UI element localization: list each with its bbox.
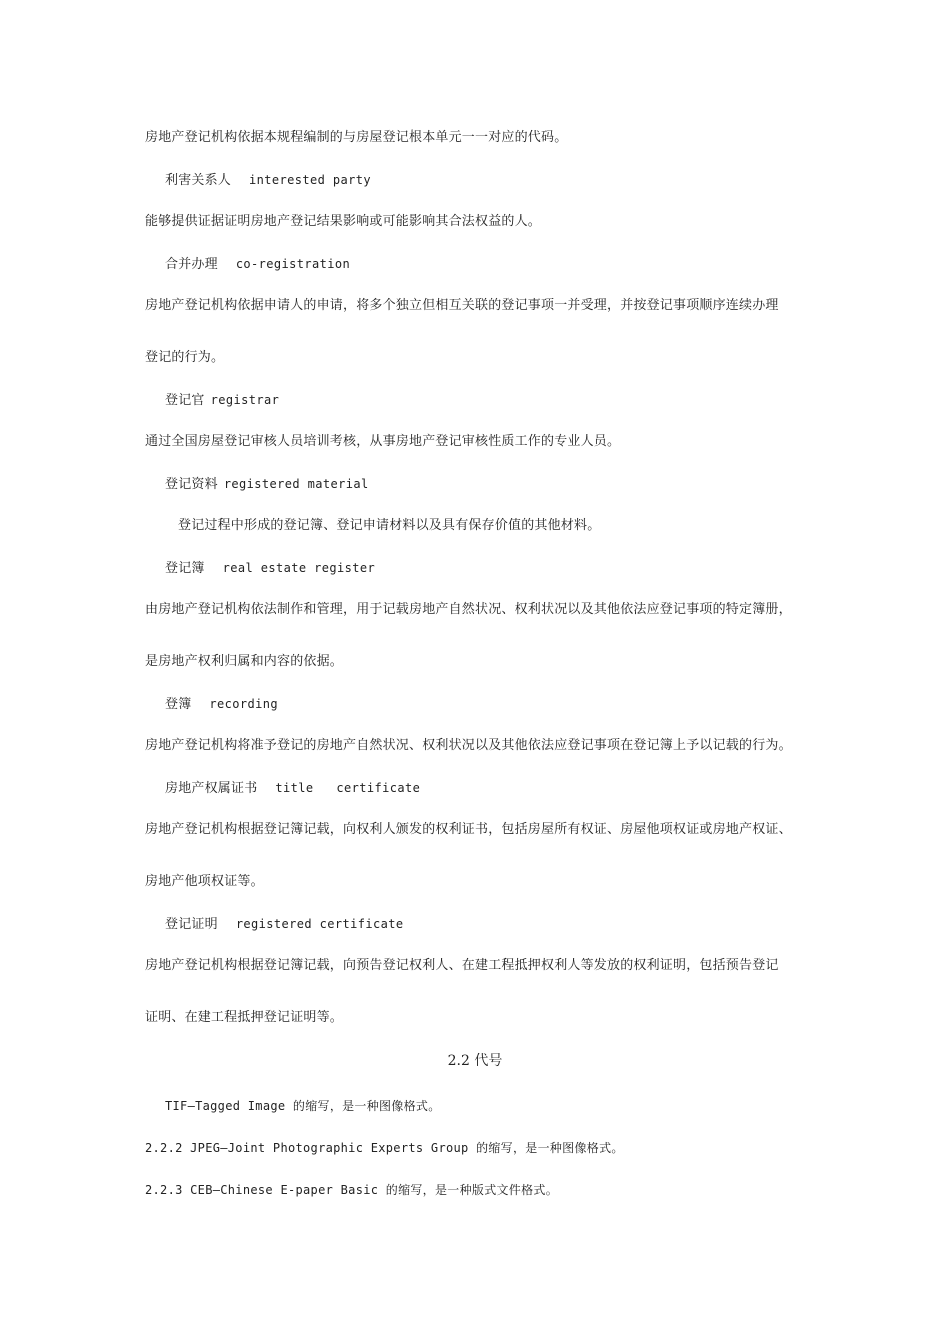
term-english: co-registration [235, 257, 351, 271]
definition-text: 登记过程中形成的登记簿、登记申请材料以及具有保存价值的其他材料。 [178, 518, 601, 533]
definition-text: 登记的行为。 [145, 350, 225, 365]
term-chinese: 登记簿 [165, 561, 205, 576]
term-english: real estate register [222, 561, 376, 575]
term-entry [165, 392, 279, 409]
definition-text: 房地产登记机构根据登记簿记载，向权利人颁发的权利证书，包括房屋所有权证、房屋他项权证或房地产权证、 [145, 822, 792, 837]
term-entry [165, 256, 350, 273]
term-chinese: 登记官 [165, 393, 205, 408]
term-entry [165, 476, 369, 493]
term-entry [165, 916, 404, 933]
code-definition: 2.2.2 JPEG—Joint Photographic Experts Group 的缩写，是一种图像格式。 [145, 1141, 624, 1155]
term-english: registered certificate [235, 917, 404, 931]
term-chinese: 登记资料 [165, 477, 218, 492]
term-chinese: 房地产权属证书 [165, 781, 258, 796]
term-chinese: 合并办理 [165, 257, 218, 272]
term-chinese: 利害关系人 [165, 173, 232, 188]
term-entry [165, 172, 371, 189]
term-entry [165, 696, 278, 713]
term-english: registrar [210, 393, 280, 407]
definition-text: 证明、在建工程抵押登记证明等。 [145, 1010, 344, 1025]
definition-text: 是房地产权利归属和内容的依据。 [145, 654, 344, 669]
definition-text: 房地产他项权证等。 [145, 874, 264, 889]
definition-text: 能够提供证据证明房地产登记结果影响或可能影响其合法权益的人。 [145, 214, 542, 229]
definition-text: 由房地产登记机构依法制作和管理，用于记载房地产自然状况、权利状况以及其他依法应登记事项的特定簿册， [145, 602, 792, 617]
term-entry [165, 560, 375, 577]
term-english: registered material [223, 477, 369, 491]
code-definition: TIF—Tagged Image 的缩写，是一种图像格式。 [165, 1099, 441, 1113]
definition-text: 通过全国房屋登记审核人员培训考核，从事房地产登记审核性质工作的专业人员。 [145, 434, 621, 449]
term-entry [165, 780, 420, 797]
term-english: interested party [249, 173, 372, 187]
definition-text: 房地产登记机构将准予登记的房地产自然状况、权利状况以及其他依法应登记事项在登记簿上予以记载的行为。 [145, 738, 792, 753]
definition-text: 房地产登记机构依据申请人的申请，将多个独立但相互关联的登记事项一并受理，并按登记事项顺序连续办理 [145, 298, 779, 313]
term-chinese: 登记证明 [165, 917, 218, 932]
term-english: title certificate [275, 781, 421, 795]
code-definition: 2.2.3 CEB—Chinese E-paper Basic 的缩写，是一种版式文件格式。 [145, 1183, 558, 1197]
term-chinese: 登簿 [165, 697, 192, 712]
section-heading: 2.2 代号 [447, 1053, 503, 1069]
definition-text: 房地产登记机构依据本规程编制的与房屋登记根本单元一一对应的代码。 [145, 130, 568, 145]
term-english: recording [209, 697, 279, 711]
definition-text: 房地产登记机构根据登记簿记载，向预告登记权利人、在建工程抵押权利人等发放的权利证明，包括预告登记 [145, 958, 779, 973]
